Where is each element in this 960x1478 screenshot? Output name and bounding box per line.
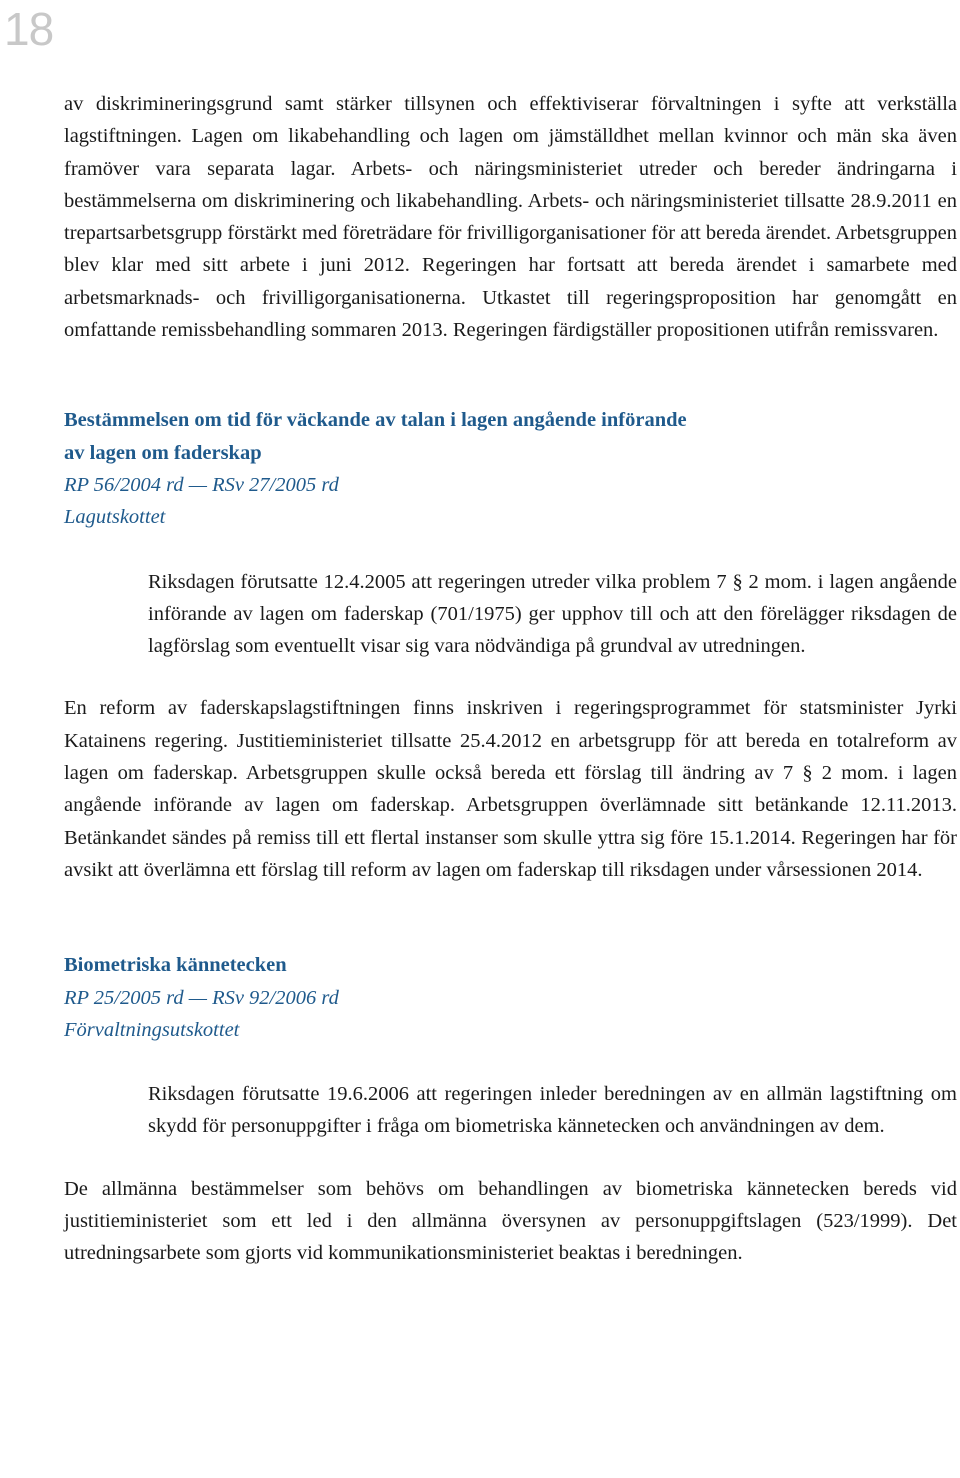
- section-reference: RP 56/2004 rd — RSv 27/2005 rd: [64, 473, 339, 496]
- intro-paragraph: av diskrimineringsgrund samt stärker tillsynen och effektiviserar förvaltningen i syfte att verkställa lagstiftningen. Lagen om likabehandling och lagen om jämställdhet mellan kvinnor och män ska även framöver vara separata lagar. Arbets- och näringsministeriet utreder och bereder ändringarna i bestämmelserna om diskriminering och likabehandling. Arbets- och näringsministeriet tillsatte 28.9.2011 en trepartsarbetsgrupp förstärkt med företrädare för frivilligorganisationer för att bereda ärendet. Arbetsgruppen blev klar med sitt arbete i juni 2012. Regeringen har fortsatt att bereda ärendet i samarbete med arbetsmarknads- och frivilligorganisationerna. Utkastet till regeringsproposition har genomgått en omfattande remissbehandling sommaren 2013. Regeringen färdigställer propositionen utifrån remissvaren.: [64, 93, 957, 342]
- parliament-statement: Riksdagen förutsatte 12.4.2005 att regeringen utreder vilka problem 7 § 2 mom. i lagen angående införande av lagen om faderskap (701/1975) ger upphov till och att den förelägger riksdagen de lagförslag som eventuellt visar sig vara nödvändiga på grundval av utredningen.: [148, 570, 957, 658]
- section-biometrics: [64, 949, 957, 1269]
- section-committee: Lagutskottet: [64, 506, 166, 529]
- page-content: [64, 88, 957, 1270]
- government-followup: En reform av faderskapslagstiftningen finns inskriven i regeringsprogrammet för statsminister Jyrki Katainens regering. Justitieministeriet tillsatte 25.4.2012 en arbetsgrupp för att bereda en totalreform av lagen om faderskap. Arbetsgruppen skulle också bereda ett förslag till ändring av 7 § 2 mom. i lagen angående införande av lagen om faderskap. Arbetsgruppen överlämnade sitt betänkande 12.11.2013. Betänkandet sändes på remiss till ett flertal instanser som skulle yttra sig före 15.1.2014. Regeringen har för avsikt att överlämna ett förslag till reform av lagen om faderskap till riksdagen under vårsessionen 2014.: [64, 697, 957, 881]
- page-number: 18: [4, 3, 54, 55]
- government-followup: De allmänna bestämmelser som behövs om behandlingen av biometriska kännetecken bereds vid justitieministeriet som ett led i den allmänna översynen av personuppgiftslagen (523/1999). Det utredningsarbete som gjorts vid kommunikationsministeriet beaktas i beredningen.: [64, 1177, 957, 1265]
- parliament-statement: Riksdagen förutsatte 19.6.2006 att regeringen inleder beredningen av en allmän lagstiftning om skydd för personuppgifter i fråga om biometriska kännetecken och användningen av dem.: [148, 1083, 957, 1138]
- section-reference: RP 25/2005 rd — RSv 92/2006 rd: [64, 986, 339, 1009]
- section-paternity-act: [64, 404, 957, 886]
- section-title-line-1: Bestämmelsen om tid för väckande av talan i lagen angående införande: [64, 409, 687, 432]
- section-title: [64, 404, 957, 469]
- section-title: Biometriska kännetecken: [64, 954, 287, 977]
- section-title-line-2: av lagen om faderskap: [64, 441, 262, 464]
- section-committee: Förvaltningsutskottet: [64, 1018, 240, 1041]
